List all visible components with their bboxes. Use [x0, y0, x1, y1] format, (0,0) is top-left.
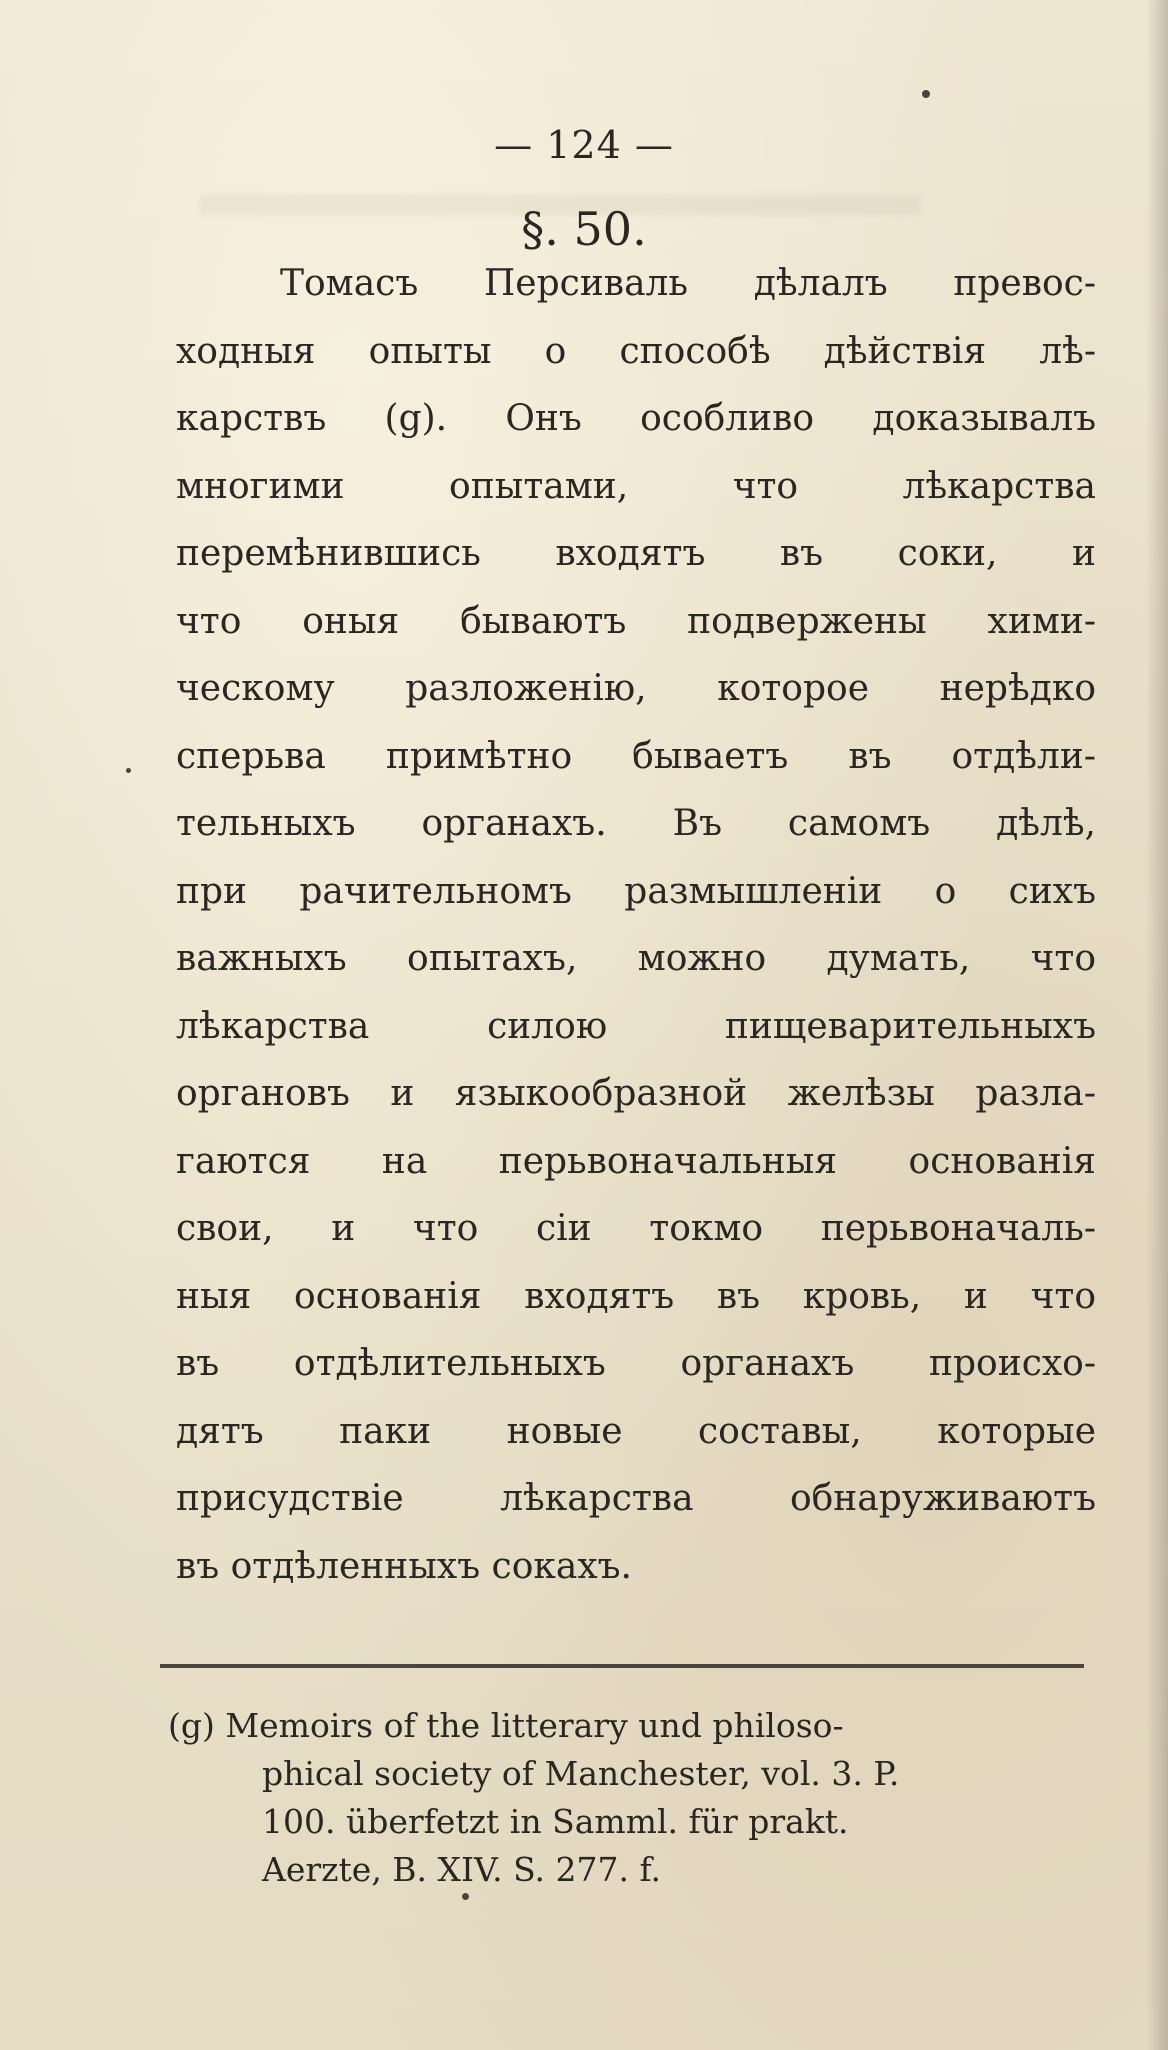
ink-speck [462, 1893, 469, 1900]
body-line: гаются на перьвоначальныя основанія [176, 1140, 1096, 1182]
page-number: — 124 — [494, 123, 674, 167]
footnote-line: 100. überfetzt in Samml. für prakt. [262, 1802, 849, 1841]
body-paragraph [176, 250, 1096, 1600]
body-line: карствъ (g). Онъ особливо доказывалъ [176, 398, 1096, 439]
body-line: важныхъ опытахъ, можно думать, что [176, 938, 1096, 979]
footnote-divider [160, 1664, 1084, 1668]
footnote [168, 1702, 1088, 1894]
section-heading: §. 50. [521, 202, 647, 256]
body-line: органовъ и языкообразной желѣзы разла- [176, 1073, 1096, 1114]
body-line: лѣкарства силою пищеварительныхъ [176, 1005, 1096, 1047]
body-line: Томасъ Персиваль дѣлалъ превос- [280, 263, 1096, 304]
ink-speck [922, 90, 930, 98]
footnote-line: Aerzte, B. XIV. S. 277. f. [262, 1850, 661, 1889]
body-line: перемѣнившись входятъ въ соки, и [176, 533, 1096, 574]
body-line: ходныя опыты о способѣ дѣйствія лѣ- [176, 330, 1096, 372]
body-line: въ отдѣлительныхъ органахъ происхо- [176, 1343, 1096, 1384]
body-line: ныя основанія входятъ въ кровь, и что [176, 1275, 1096, 1317]
body-line: въ отдѣленныхъ сокахъ. [176, 1545, 632, 1587]
body-line: что оныя бываютъ подвержены хими- [176, 600, 1096, 642]
ink-speck [126, 768, 131, 773]
body-line: при рачительномъ размышленіи о сихъ [176, 870, 1096, 912]
footnote-line: (g) Memoirs of the litterary und philoso- [168, 1706, 844, 1745]
body-line: сперьва примѣтно бываетъ въ отдѣли- [176, 735, 1096, 777]
body-line: присудствіе лѣкарства обнаруживаютъ [176, 1478, 1096, 1519]
footnote-line: phical society of Manchester, vol. 3. P. [262, 1754, 900, 1793]
body-line: многими опытами, что лѣкарства [176, 465, 1096, 507]
body-line: свои, и что сіи токмо перьвоначаль- [176, 1208, 1096, 1249]
page-edge-shadow [1146, 0, 1168, 2050]
body-line: тельныхъ органахъ. Въ самомъ дѣлѣ, [176, 803, 1096, 844]
body-line: дятъ паки новые составы, которые [176, 1410, 1096, 1452]
body-line: ческому разложенію, которое нерѣдко [176, 668, 1096, 709]
